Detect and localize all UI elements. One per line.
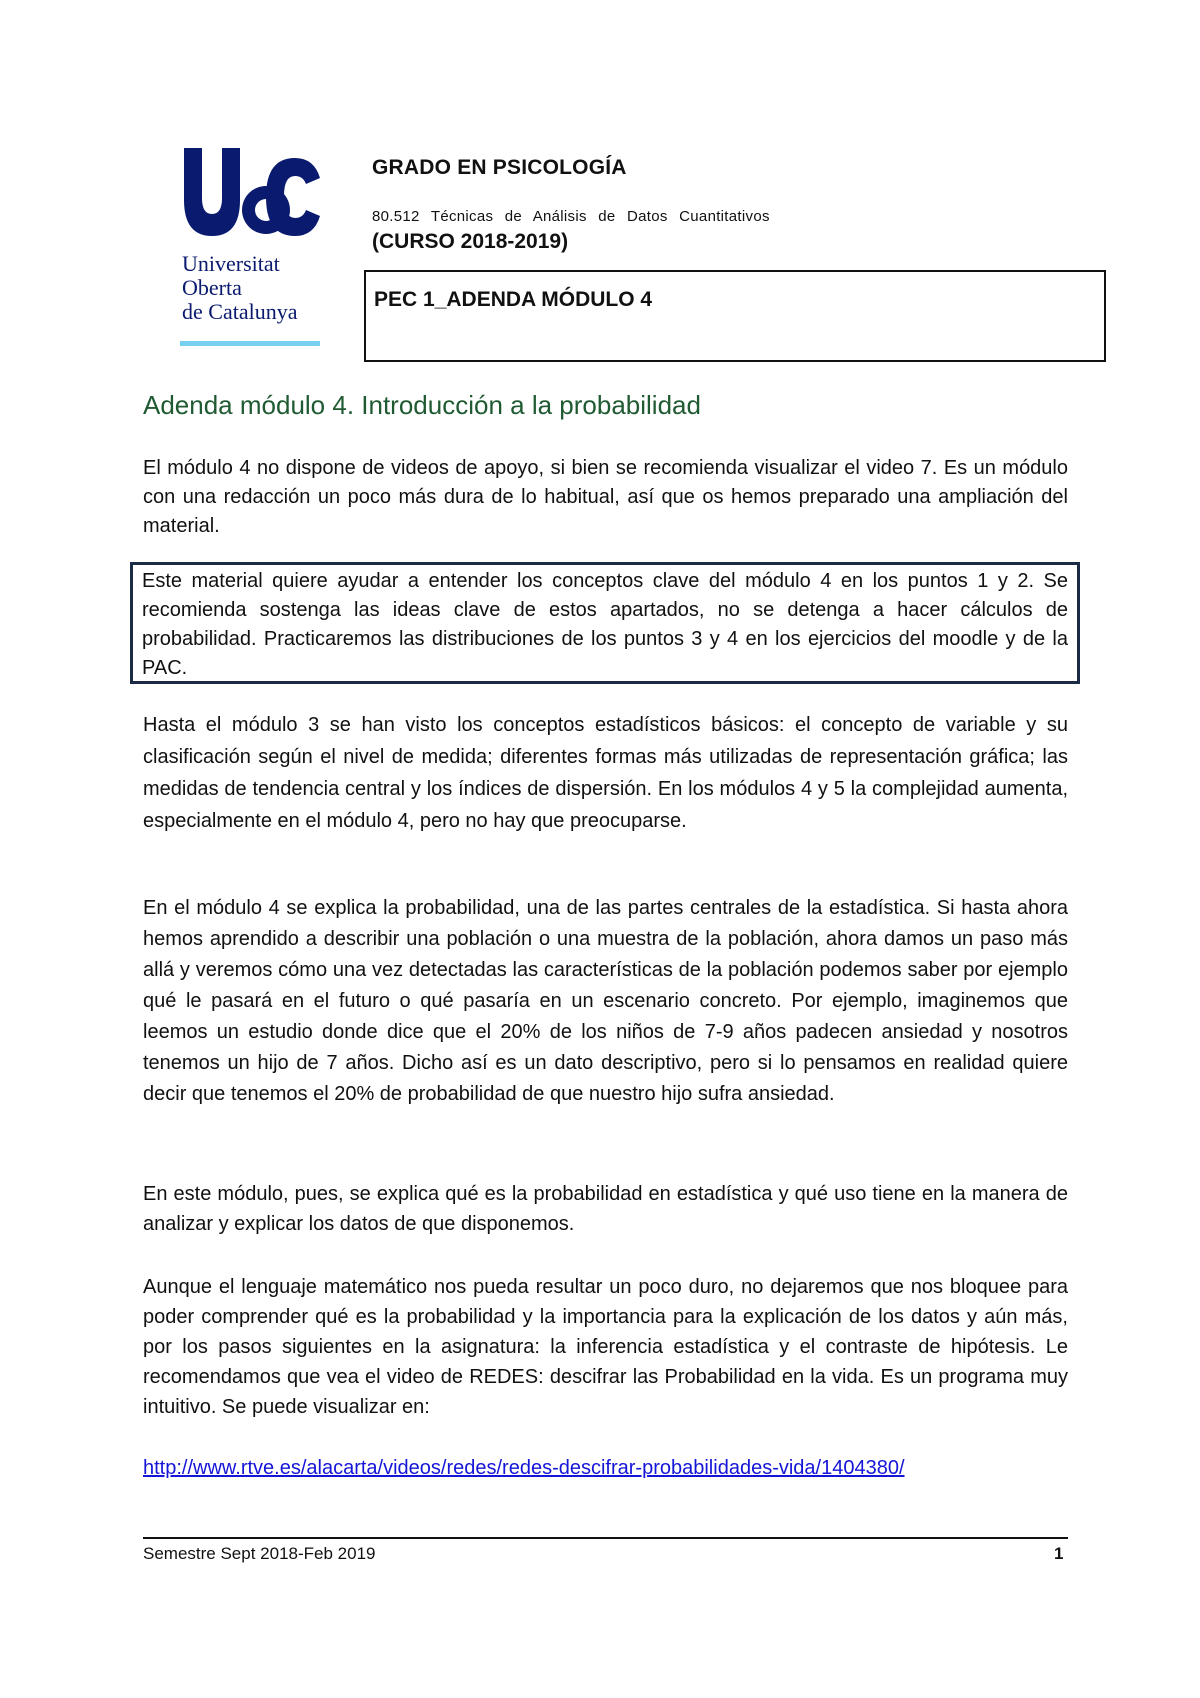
- note-box: [130, 562, 1080, 684]
- intro-paragraph: El módulo 4 no dispone de videos de apoyo, si bien se recomienda visualizar el video 7. Es un módulo con una redacción un poco más dura de lo habitual, así que os hemos preparado una ampliación del material.: [143, 457, 1068, 537]
- uoc-logo: [180, 148, 320, 348]
- page-number: 1: [1054, 1544, 1064, 1563]
- paragraph-modules: Hasta el módulo 3 se han visto los conceptos estadísticos básicos: el concepto de variable y su clasificación según el nivel de medida; diferentes formas más utilizadas de representación gráfica; las medidas de tendencia central y los índices de dispersión. En los módulos 4 y 5 la complejidad aumenta, especialmente en el módulo 4, pero no hay que preocuparse.: [143, 714, 1068, 832]
- university-name-line: Oberta: [182, 275, 242, 300]
- note-text: Este material quiere ayudar a entender los conceptos clave del módulo 4 en los puntos 1 y 2. Se recomienda sostenga las ideas clave de estos apartados, no se detenga a hacer cálculos de probabilidad. Practicaremos las distribuciones de los puntos 3 y 4 en los ejercicios del moodle y de la PAC.: [142, 570, 1068, 679]
- paragraph-module-use: En este módulo, pues, se explica qué es la probabilidad en estadística y qué uso tiene en la manera de analizar y explicar los datos de que disponemos.: [143, 1183, 1068, 1235]
- degree-title: GRADO EN PSICOLOGÍA: [372, 156, 627, 179]
- university-name: [182, 252, 297, 324]
- section-heading: Adenda módulo 4. Introducción a la probabilidad: [143, 390, 701, 420]
- pec-title: PEC 1_ADENDA MÓDULO 4: [374, 288, 653, 311]
- footer-semester: Semestre Sept 2018-Feb 2019: [143, 1544, 376, 1563]
- uoc-logo-mark: [180, 148, 320, 240]
- course-year: (CURSO 2018-2019): [372, 230, 569, 253]
- university-name-line: de Catalunya: [182, 299, 298, 324]
- paragraph-recommendation: Aunque el lenguaje matemático nos pueda resultar un poco duro, no dejaremos que nos bloquee para poder comprender qué es la probabilidad y la importancia para la explicación de los datos y aún más, por los pasos siguientes en la asignatura: la inferencia estadística y el contraste de hipótesis. Le recomendamos que vea el video de REDES: descifrar las Probabilidad en la vida. Es un programa muy intuitivo. Se puede visualizar en:: [143, 1276, 1068, 1418]
- footer-divider: [143, 1537, 1068, 1539]
- logo-accent-bar: [180, 341, 320, 346]
- video-link[interactable]: http://www.rtve.es/alacarta/videos/redes/redes-descifrar-probabilidades-vida/1404380/: [143, 1457, 905, 1479]
- course-code: 80.512 Técnicas de Análisis de Datos Cuantitativos: [372, 208, 770, 225]
- paragraph-probability: En el módulo 4 se explica la probabilidad, una de las partes centrales de la estadística. Si hasta ahora hemos aprendido a describir una población o una muestra de la población, ahora damos un paso más allá y veremos cómo una vez detectadas las características de la población podemos saber por ejemplo qué le pasará en el futuro o qué pasaría en un escenario concreto. Por ejemplo, imaginemos que leemos un estudio donde dice que el 20% de los niños de 7-9 años padecen ansiedad y nosotros tenemos un hijo de 7 años. Dicho así es un dato descriptivo, pero si lo pensamos en realidad quiere decir que tenemos el 20% de probabilidad de que nuestro hijo sufra ansiedad.: [143, 897, 1068, 1105]
- pec-title-box: [364, 270, 1106, 362]
- university-name-line: Universitat: [182, 251, 280, 276]
